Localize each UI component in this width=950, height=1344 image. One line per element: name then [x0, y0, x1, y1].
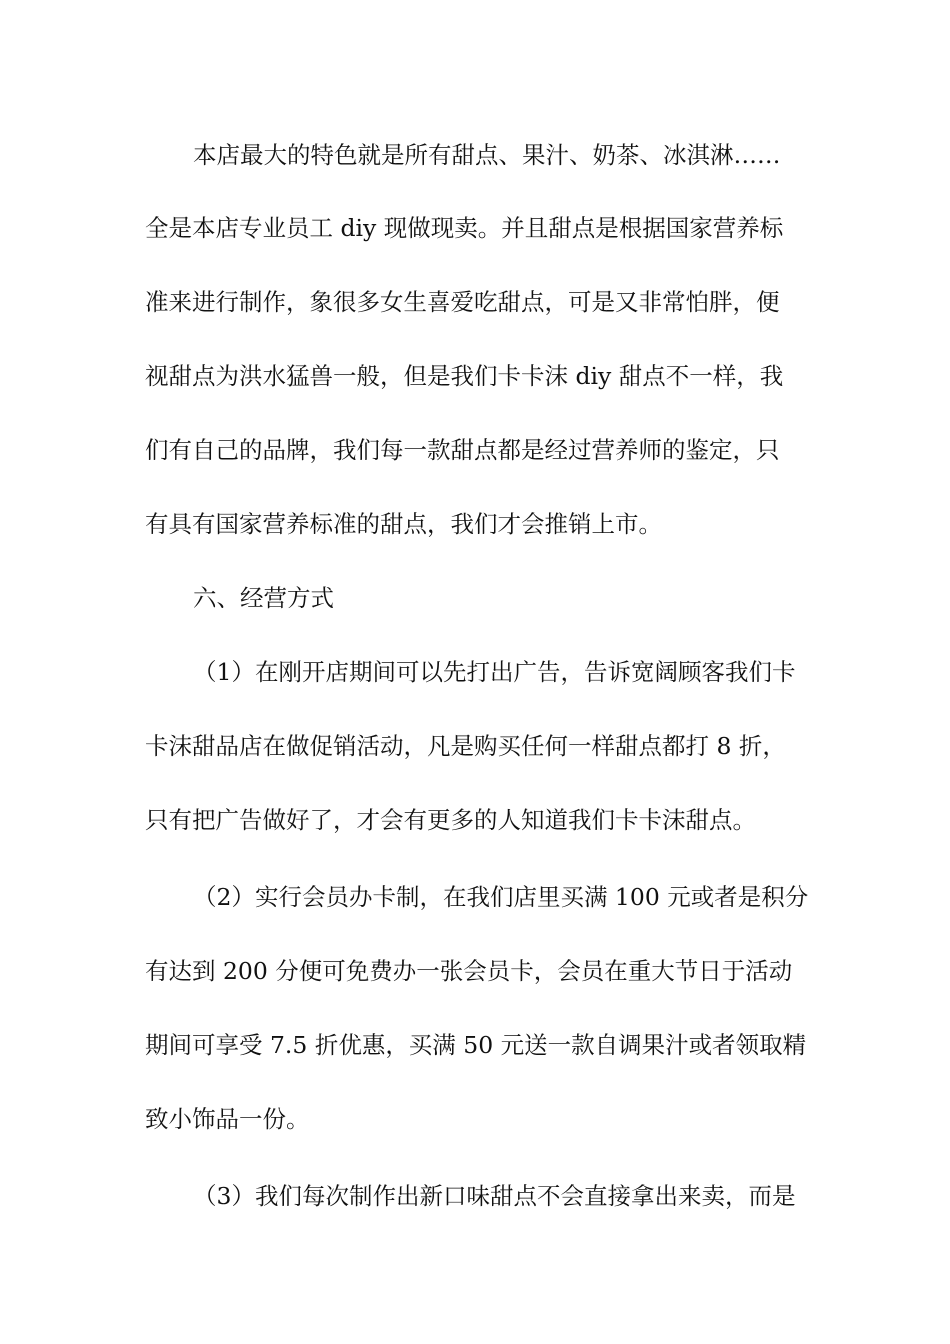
paragraph-line: 只有把广告做好了，才会有更多的人知道我们卡卡沫甜点。 [145, 806, 756, 834]
paragraph-line: （3）我们每次制作出新口味甜点不会直接拿出来卖，而是 [193, 1182, 796, 1210]
paragraph-line: 有达到 200 分便可免费办一张会员卡，会员在重大节日于活动 [145, 957, 793, 985]
paragraph-line: 全是本店专业员工 diy 现做现卖。并且甜点是根据国家营养标 [145, 214, 784, 242]
paragraph-line: 们有自己的品牌，我们每一款甜点都是经过营养师的鉴定，只 [145, 436, 780, 464]
paragraph-line: （2）实行会员办卡制，在我们店里买满 100 元或者是积分 [193, 883, 809, 911]
paragraph-line: 准来进行制作，象很多女生喜爱吃甜点，可是又非常怕胖，便 [145, 288, 780, 316]
paragraph-line: 致小饰品一份。 [145, 1105, 310, 1133]
paragraph-line: （1）在刚开店期间可以先打出广告，告诉宽阔顾客我们卡 [193, 658, 796, 686]
section-heading: 六、经营方式 [193, 584, 334, 612]
paragraph-line: 本店最大的特色就是所有甜点、果汁、奶茶、冰淇淋…… [193, 141, 781, 169]
paragraph-line: 期间可享受 7.5 折优惠，买满 50 元送一款自调果汁或者领取精 [145, 1031, 807, 1059]
paragraph-line: 有具有国家营养标准的甜点，我们才会推销上市。 [145, 510, 662, 538]
paragraph-line: 卡沫甜品店在做促销活动，凡是购买任何一样甜点都打 8 折， [145, 732, 786, 760]
paragraph-line: 视甜点为洪水猛兽一般，但是我们卡卡沫 diy 甜点不一样，我 [145, 362, 784, 390]
